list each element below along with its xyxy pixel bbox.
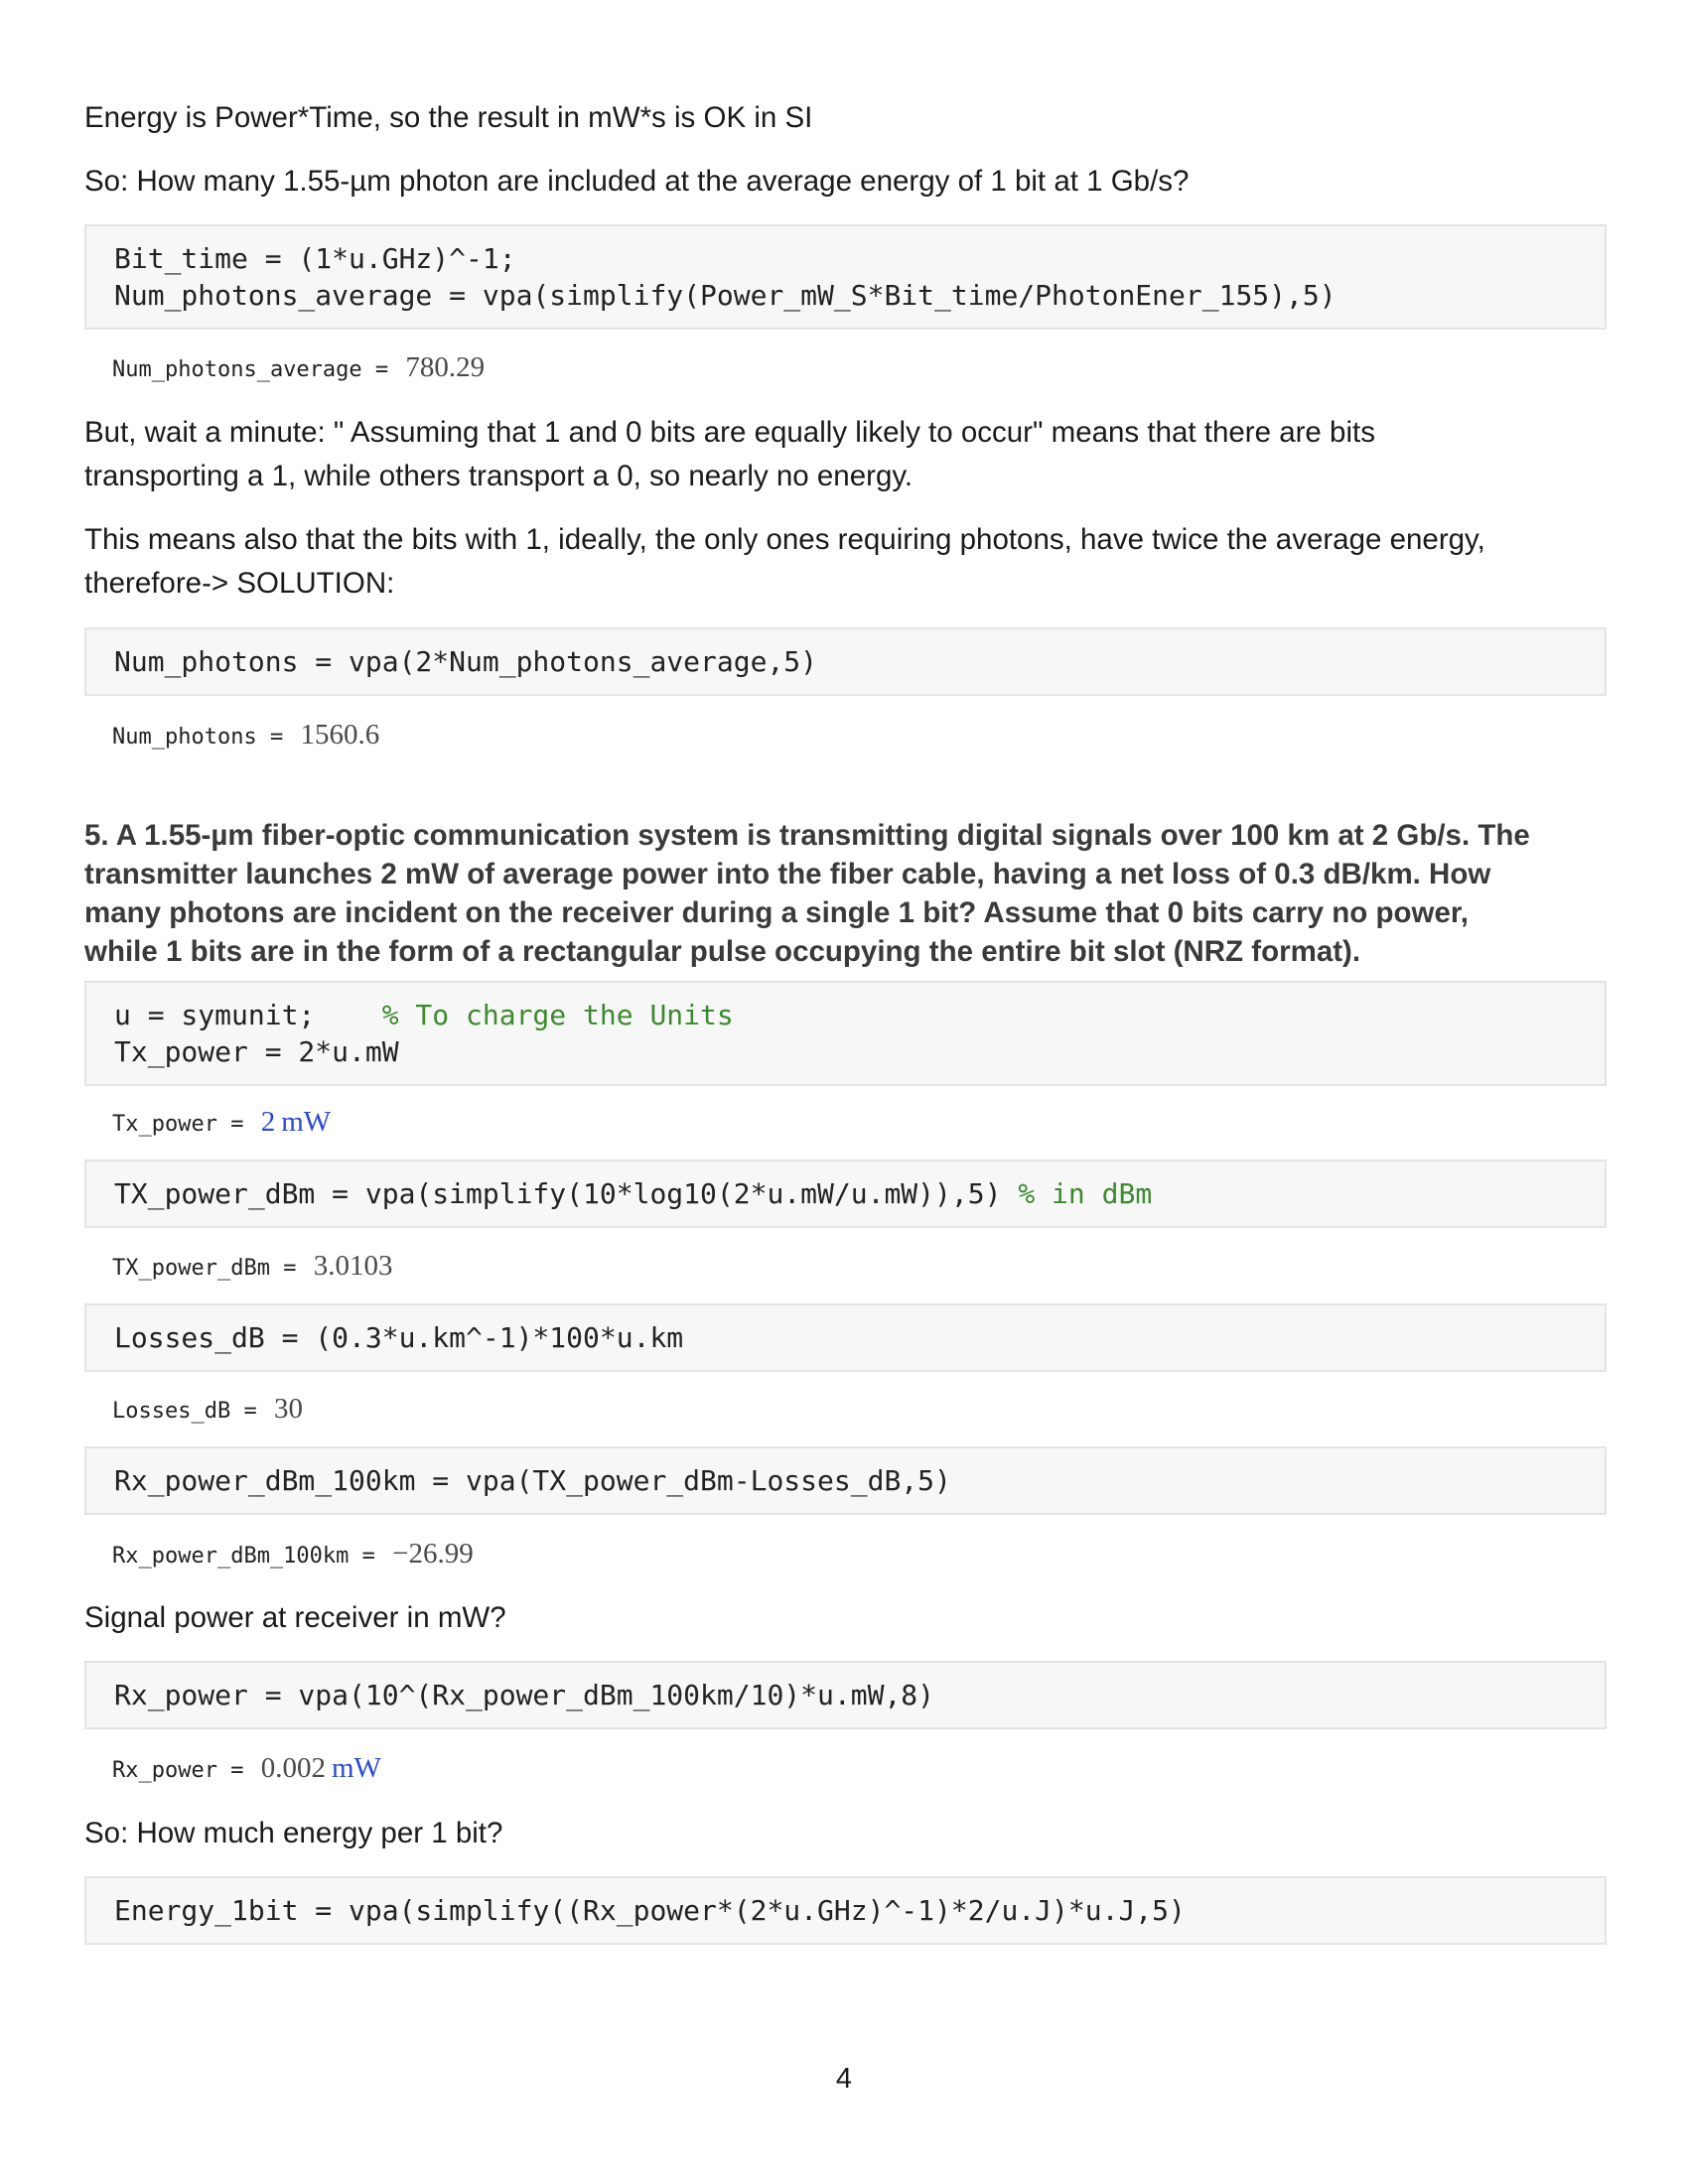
output-equals: = [374, 357, 389, 382]
output-var-name: Losses_dB [112, 1399, 231, 1424]
text-line: transmitter launches 2 mW of average power into the fiber cable, having a net loss of 0.3 dB/km. How [84, 858, 1491, 890]
output-num-photons-average [112, 351, 485, 384]
code-cell-rx-power[interactable] [84, 1661, 1607, 1729]
output-value: 0.002 [260, 1752, 326, 1784]
output-equals: = [361, 1544, 375, 1569]
code-line: Bit_time = (1*u.GHz)^-1; [114, 242, 516, 275]
output-equals: = [230, 1758, 244, 1783]
output-equals: = [269, 725, 284, 750]
paragraph-twice-average [84, 518, 1609, 606]
output-value: −26.99 [392, 1538, 474, 1570]
output-value: 1560.6 [300, 719, 380, 751]
output-var-name: Tx_power [112, 1112, 217, 1137]
code-line: Tx_power = 2*u.mW [114, 1035, 399, 1068]
code-line: Num_photons = vpa(2*Num_photons_average,5) [114, 645, 818, 678]
output-num-photons [112, 719, 379, 751]
text-line: while 1 bits are in the form of a rectangular pulse occupying the entire bit slot (NRZ format). [84, 935, 1361, 968]
paragraph-energy-per-bit: So: How much energy per 1 bit? [84, 1817, 503, 1849]
output-rx-power-dbm [112, 1538, 474, 1570]
output-tx-power [112, 1106, 331, 1139]
code-line: TX_power_dBm = vpa(simplify(10*log10(2*u.mW/u.mW)),5) [114, 1177, 1019, 1210]
output-var-name: Rx_power_dBm_100km [112, 1544, 350, 1569]
text-line: transporting a 1, while others transport a 0, so nearly no energy. [84, 460, 914, 492]
text-line: But, wait a minute: " Assuming that 1 and 0 bits are equally likely to occur" means that there are bits [84, 416, 1375, 449]
output-var-name: Num_photons_average [112, 357, 362, 382]
output-var-name: TX_power_dBm [112, 1256, 270, 1281]
code-line: Energy_1bit = vpa(simplify((Rx_power*(2*u.GHz)^-1)*2/u.J)*u.J,5) [114, 1894, 1186, 1927]
code-line: u = symunit; [114, 999, 382, 1031]
paragraph-photon-question: So: How many 1.55-µm photon are included at the average energy of 1 bit at 1 Gb/s? [84, 165, 1190, 198]
code-cell-rx-power-dbm[interactable] [84, 1446, 1607, 1515]
code-line: Num_photons_average = vpa(simplify(Power_mW_S*Bit_time/PhotonEner_155),5) [114, 279, 1336, 312]
output-losses-db [112, 1393, 303, 1426]
output-value: 3.0103 [313, 1250, 393, 1282]
text-line: This means also that the bits with 1, ideally, the only ones requiring photons, have twice the average energy, [84, 523, 1485, 556]
output-equals: = [243, 1399, 257, 1424]
output-var-name: Rx_power [112, 1758, 217, 1783]
code-comment: % in dBm [1018, 1177, 1153, 1210]
output-equals: = [283, 1256, 297, 1281]
paragraph-wait-a-minute [84, 411, 1609, 498]
code-cell-tx-power-dbm[interactable] [84, 1160, 1607, 1228]
code-cell-symunit[interactable] [84, 981, 1607, 1086]
paragraph-energy-power-time: Energy is Power*Time, so the result in mW*s is OK in SI [84, 101, 813, 134]
output-value: 780.29 [405, 351, 486, 383]
output-var-name: Num_photons [112, 725, 257, 750]
code-line: Losses_dB = (0.3*u.km^-1)*100*u.km [114, 1321, 684, 1354]
code-cell-num-photons[interactable] [84, 627, 1607, 696]
paragraph-signal-power: Signal power at receiver in mW? [84, 1601, 506, 1634]
output-unit: mW [281, 1106, 332, 1138]
output-unit: mW [331, 1752, 381, 1784]
page-number: 4 [835, 2063, 853, 2095]
output-value: 2 [260, 1106, 276, 1138]
code-cell-energy-1bit[interactable] [84, 1876, 1607, 1945]
code-line: Rx_power = vpa(10^(Rx_power_dBm_100km/10)*u.mW,8) [114, 1679, 935, 1711]
text-line: many photons are incident on the receiver during a single 1 bit? Assume that 0 bits carry no power, [84, 896, 1469, 929]
code-comment: % To charge the Units [381, 999, 734, 1031]
question-5-heading [84, 816, 1609, 971]
text-line: 5. A 1.55-µm fiber-optic communication system is transmitting digital signals over 100 km at 2 Gb/s. The [84, 819, 1530, 852]
output-equals: = [230, 1112, 244, 1137]
code-cell-bit-time[interactable] [84, 224, 1607, 330]
output-value: 30 [273, 1393, 303, 1425]
output-tx-power-dbm [112, 1250, 392, 1283]
code-line: Rx_power_dBm_100km = vpa(TX_power_dBm-Losses_dB,5) [114, 1464, 951, 1497]
code-cell-losses-db[interactable] [84, 1303, 1607, 1372]
output-rx-power [112, 1752, 381, 1785]
text-line: therefore-> SOLUTION: [84, 567, 395, 600]
